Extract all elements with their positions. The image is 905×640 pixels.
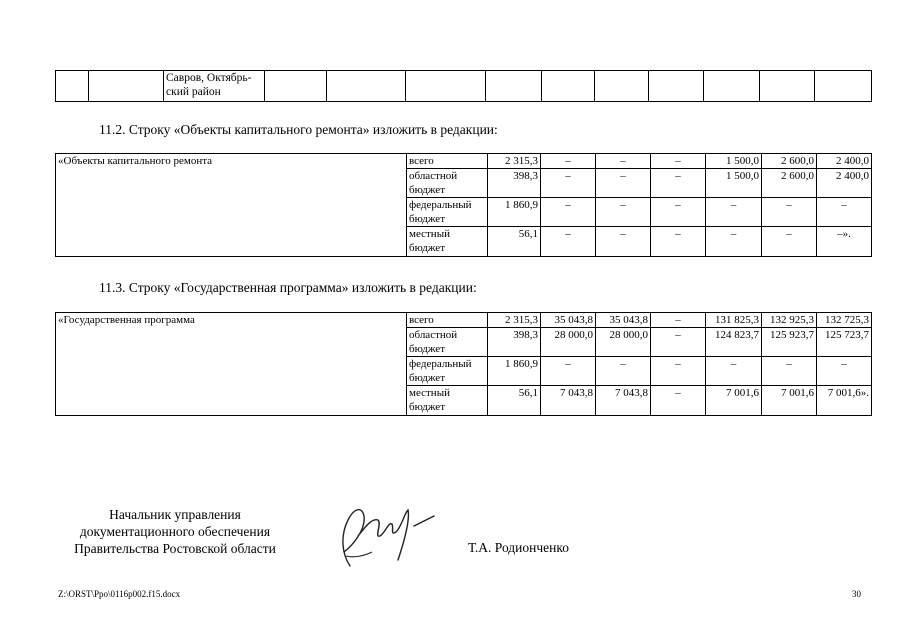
table-cell bbox=[760, 71, 815, 102]
value-cell: 398,3 bbox=[488, 169, 541, 198]
table-cell bbox=[406, 71, 486, 102]
value-cell: 2 315,3 bbox=[488, 154, 541, 169]
table-cell bbox=[89, 71, 164, 102]
value-cell: – bbox=[596, 198, 651, 227]
funding-source-label: федеральный бюджет bbox=[407, 198, 488, 227]
signatory-name: Т.А. Родионченко bbox=[468, 540, 569, 555]
value-cell: – bbox=[706, 357, 762, 386]
table-cell bbox=[327, 71, 406, 102]
top-table bbox=[55, 70, 872, 102]
section-heading-11-3: 11.3. Строку «Государственная программа» изложить в редакции: bbox=[99, 280, 477, 295]
table-cell bbox=[595, 71, 649, 102]
value-cell: – bbox=[541, 154, 596, 169]
value-cell: 28 000,0 bbox=[541, 328, 596, 357]
value-cell: 7 043,8 bbox=[596, 386, 651, 416]
table-cell bbox=[486, 71, 542, 102]
row-name-cell: «Государственная программа bbox=[56, 313, 407, 416]
value-cell: 2 600,0 bbox=[762, 169, 817, 198]
value-cell: – bbox=[817, 357, 872, 386]
handwritten-signature bbox=[328, 496, 443, 576]
table-cell bbox=[265, 71, 327, 102]
value-cell: 398,3 bbox=[488, 328, 541, 357]
signatory-title-line: Правительства Ростовской области bbox=[74, 541, 276, 556]
funding-source-label: областной бюджет bbox=[407, 169, 488, 198]
value-cell: – bbox=[596, 227, 651, 257]
value-cell: 131 825,3 bbox=[706, 313, 762, 328]
table-row bbox=[56, 313, 872, 328]
value-cell: 1 500,0 bbox=[706, 169, 762, 198]
value-cell: 132 925,3 bbox=[762, 313, 817, 328]
value-cell: – bbox=[762, 198, 817, 227]
value-cell: – bbox=[706, 227, 762, 257]
value-cell: 1 860,9 bbox=[488, 198, 541, 227]
value-cell: 2 600,0 bbox=[762, 154, 817, 169]
value-cell: 125 923,7 bbox=[762, 328, 817, 357]
capital-repair-table bbox=[55, 153, 872, 257]
value-cell: 132 725,3 bbox=[817, 313, 872, 328]
value-cell: – bbox=[651, 198, 706, 227]
value-cell: – bbox=[596, 169, 651, 198]
file-path: Z:\ORST\Ppo\0116p002.f15.docx bbox=[58, 589, 181, 599]
funding-source-label: всего bbox=[407, 154, 488, 169]
value-cell: – bbox=[596, 357, 651, 386]
value-cell: 35 043,8 bbox=[596, 313, 651, 328]
value-cell: 7 001,6 bbox=[706, 386, 762, 416]
funding-source-label: местный бюджет bbox=[407, 386, 488, 416]
value-cell: –». bbox=[817, 227, 872, 257]
value-cell: – bbox=[762, 227, 817, 257]
value-cell: 56,1 bbox=[488, 386, 541, 416]
value-cell: 124 823,7 bbox=[706, 328, 762, 357]
value-cell: 28 000,0 bbox=[596, 328, 651, 357]
value-cell: 7 001,6». bbox=[817, 386, 872, 416]
section-heading-11-2: 11.2. Строку «Объекты капитального ремонта» изложить в редакции: bbox=[99, 122, 498, 137]
value-cell: – bbox=[651, 154, 706, 169]
value-cell: 7 001,6 bbox=[762, 386, 817, 416]
value-cell: – bbox=[651, 169, 706, 198]
table-cell bbox=[649, 71, 704, 102]
funding-source-label: местный бюджет bbox=[407, 227, 488, 257]
value-cell: 1 500,0 bbox=[706, 154, 762, 169]
value-cell: 35 043,8 bbox=[541, 313, 596, 328]
value-cell: – bbox=[762, 357, 817, 386]
signatory-title-line: Начальник управления bbox=[109, 507, 241, 522]
value-cell: 2 400,0 bbox=[817, 169, 872, 198]
value-cell: – bbox=[541, 198, 596, 227]
value-cell: 7 043,8 bbox=[541, 386, 596, 416]
value-cell: – bbox=[706, 198, 762, 227]
state-program-table bbox=[55, 312, 872, 416]
signatory-title-line: документационного обеспечения bbox=[79, 524, 271, 539]
table-row bbox=[56, 154, 872, 169]
value-cell: 1 860,9 bbox=[488, 357, 541, 386]
value-cell: 2 315,3 bbox=[488, 313, 541, 328]
funding-source-label: областной бюджет bbox=[407, 328, 488, 357]
page-number: 30 bbox=[852, 589, 861, 599]
value-cell: – bbox=[651, 227, 706, 257]
signatory-title bbox=[55, 506, 295, 557]
value-cell: – bbox=[651, 313, 706, 328]
funding-source-label: федеральный бюджет bbox=[407, 357, 488, 386]
table-cell bbox=[542, 71, 595, 102]
value-cell: 56,1 bbox=[488, 227, 541, 257]
value-cell: – bbox=[651, 328, 706, 357]
table-cell bbox=[815, 71, 872, 102]
row-name-cell: «Объекты капитального ремонта bbox=[56, 154, 407, 257]
value-cell: 2 400,0 bbox=[817, 154, 872, 169]
value-cell: – bbox=[541, 169, 596, 198]
table-cell bbox=[704, 71, 760, 102]
value-cell: – bbox=[596, 154, 651, 169]
value-cell: – bbox=[651, 357, 706, 386]
value-cell: – bbox=[541, 227, 596, 257]
value-cell: – bbox=[651, 386, 706, 416]
value-cell: – bbox=[817, 198, 872, 227]
table-cell: Савров, Октябрь- ский район bbox=[164, 71, 265, 102]
table-row bbox=[56, 71, 872, 102]
value-cell: – bbox=[541, 357, 596, 386]
value-cell: 125 723,7 bbox=[817, 328, 872, 357]
funding-source-label: всего bbox=[407, 313, 488, 328]
table-cell bbox=[56, 71, 89, 102]
